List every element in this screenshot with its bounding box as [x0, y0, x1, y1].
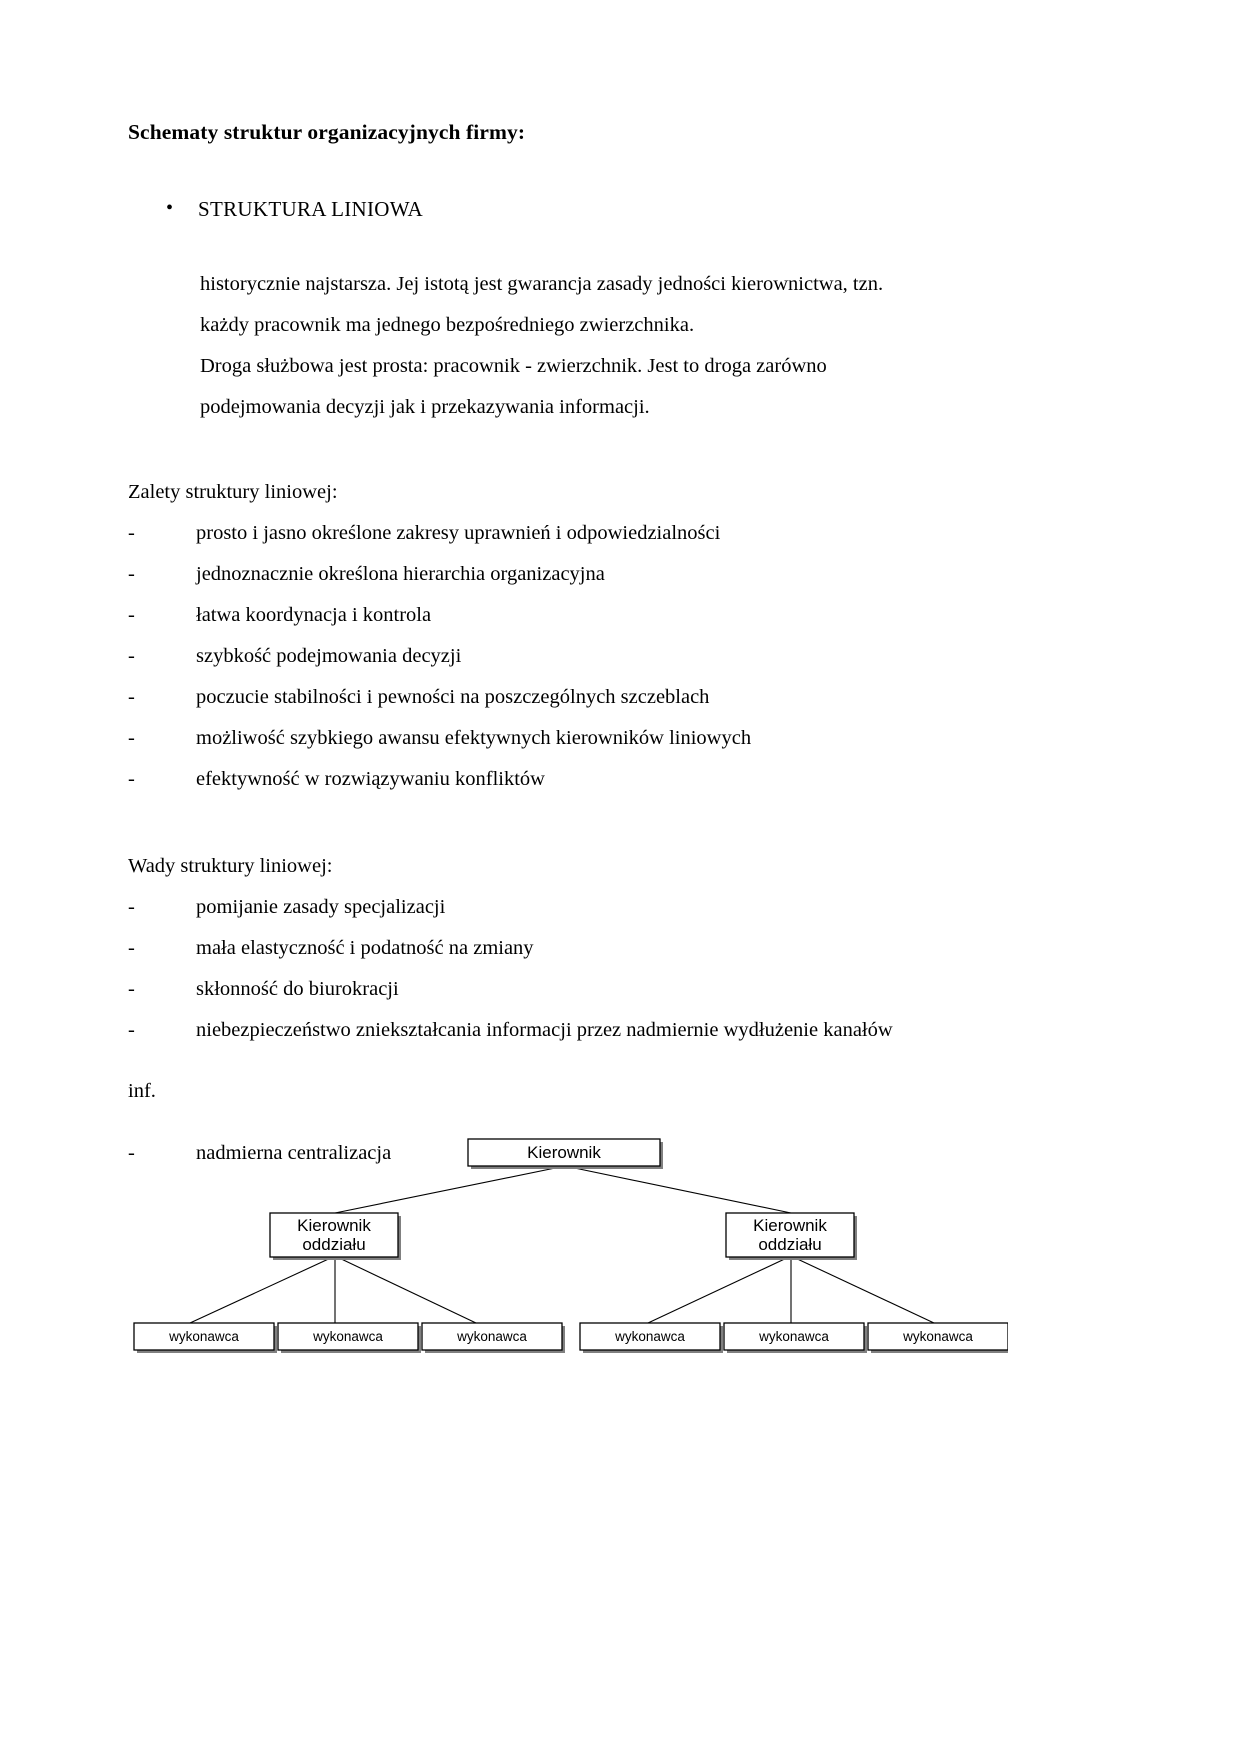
- root-node-label: Kierownik: [527, 1143, 601, 1162]
- leaf-node-label: wykonawca: [759, 1329, 829, 1344]
- right-branch-node-label-line1: Kierownik: [753, 1216, 827, 1235]
- list-item-text: niebezpieczeństwo zniekształcania informacji przez nadmiernie wydłużenie kanałów: [196, 1018, 893, 1041]
- dash-marker: -: [128, 1141, 135, 1164]
- dash-marker: -: [128, 936, 135, 959]
- list-item-text: nadmierna centralizacja: [196, 1141, 392, 1164]
- dash-marker: -: [128, 1018, 135, 1041]
- left-branch-node-label-line1: Kierownik: [297, 1216, 371, 1235]
- list-item: [128, 1010, 983, 1051]
- list-item: [128, 887, 983, 928]
- bullet-structure-liniowa: [166, 193, 983, 226]
- left-branch-node-label-line2: oddziału: [302, 1235, 366, 1254]
- connector-left-leaf-1: [190, 1256, 335, 1323]
- list-item: [128, 928, 983, 969]
- leaf-node-label: wykonawca: [615, 1329, 685, 1344]
- advantages-heading: Zalety struktury liniowej:: [128, 480, 338, 503]
- list-item: [128, 677, 983, 718]
- disadvantages-heading: Wady struktury liniowej:: [128, 854, 333, 877]
- right-branch-node-label-line2: oddziału: [758, 1235, 822, 1254]
- list-item: [128, 513, 983, 554]
- list-item-text: skłonność do biurokracji: [196, 977, 399, 1000]
- connector-left-leaf-3: [335, 1256, 476, 1323]
- list-item-text: możliwość szybkiego awansu efektywnych kierowników liniowych: [196, 726, 752, 749]
- list-item: [128, 718, 983, 759]
- org-chart: [128, 1118, 1008, 1368]
- list-item: [128, 636, 983, 677]
- document-body: [128, 118, 983, 1174]
- dash-marker: -: [128, 562, 135, 585]
- list-item-text: poczucie stabilności i pewności na poszczególnych szczeblach: [196, 685, 710, 708]
- list-item: [128, 554, 983, 595]
- connector-root-left: [335, 1166, 565, 1213]
- intro-line-4: podejmowania decyzji jak i przekazywania informacji.: [200, 395, 650, 418]
- dash-marker: -: [128, 767, 135, 790]
- dash-marker: -: [128, 644, 135, 667]
- bullet-label: STRUKTURA LINIOWA: [198, 197, 424, 222]
- page-title: Schematy struktur organizacyjnych firmy:: [128, 120, 526, 144]
- dash-marker: -: [128, 895, 135, 918]
- list-item-text: efektywność w rozwiązywaniu konfliktów: [196, 767, 545, 790]
- dash-marker: -: [128, 977, 135, 1000]
- list-item-text: jednoznacznie określona hierarchia organizacyjna: [196, 562, 605, 585]
- dash-marker: -: [128, 726, 135, 749]
- intro-line-2: każdy pracownik ma jednego bezpośredniego zwierzchnika.: [200, 313, 695, 336]
- dash-marker: -: [128, 685, 135, 708]
- list-item: [128, 759, 983, 800]
- dash-marker: -: [128, 603, 135, 626]
- list-item-text: mała elastyczność i podatność na zmiany: [196, 936, 534, 959]
- leaf-node-label: wykonawca: [169, 1329, 239, 1344]
- list-item-text: szybkość podejmowania decyzji: [196, 644, 462, 667]
- intro-paragraph-block: [200, 264, 983, 428]
- list-item-text: łatwa koordynacja i kontrola: [196, 603, 432, 626]
- list-item: [128, 969, 983, 1010]
- connector-right-leaf-3: [791, 1256, 934, 1323]
- advantages-list: [128, 513, 983, 800]
- bullet-point-icon: •: [166, 197, 174, 220]
- wrapped-tail-text: inf.: [128, 1080, 156, 1103]
- list-item-text: prosto i jasno określone zakresy uprawnień i odpowiedzialności: [196, 521, 721, 544]
- dash-marker: -: [128, 521, 135, 544]
- leaf-node-label: wykonawca: [457, 1329, 527, 1344]
- list-item-text: pomijanie zasady specjalizacji: [196, 895, 446, 918]
- list-item: [128, 595, 983, 636]
- connector-root-right: [565, 1166, 791, 1213]
- intro-line-3: Droga służbowa jest prosta: pracownik - zwierzchnik. Jest to droga zarówno: [200, 354, 827, 377]
- disadvantages-list: [128, 887, 983, 1051]
- leaf-node-label: wykonawca: [313, 1329, 383, 1344]
- connector-right-leaf-1: [648, 1256, 791, 1323]
- intro-line-1: historycznie najstarsza. Jej istotą jest gwarancja zasady jedności kierownictwa, tzn.: [200, 272, 884, 295]
- leaf-node-label: wykonawca: [903, 1329, 973, 1344]
